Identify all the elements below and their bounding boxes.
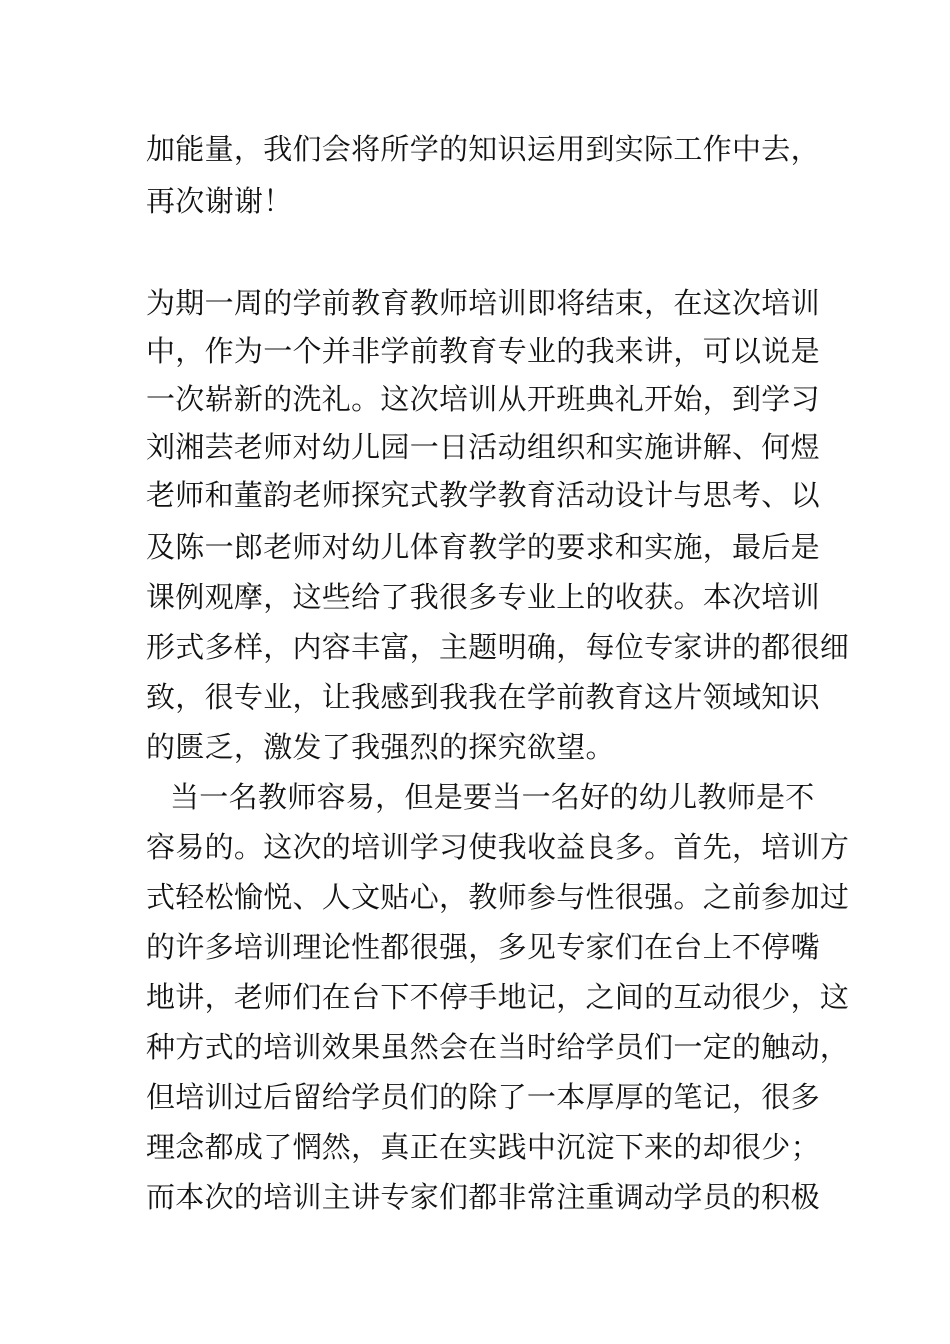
text-line: 而本次的培训主讲专家们都非常注重调动学员的积极 (146, 1180, 820, 1214)
text-line: 式轻松愉悦、人文贴心，教师参与性很强。之前参加过 (146, 880, 850, 914)
text-line: 的匮乏，激发了我强烈的探究欲望。 (146, 730, 615, 764)
text-line: 容易的。这次的培训学习使我收益良多。首先，培训方 (146, 830, 850, 864)
text-line: 地讲，老师们在台下不停手地记，之间的互动很少，这 (146, 980, 850, 1014)
text-line: 加能量，我们会将所学的知识运用到实际工作中去， (146, 132, 820, 166)
text-line: 的许多培训理论性都很强，多见专家们在台上不停嘴 (146, 930, 820, 964)
text-line: 及陈一郎老师对幼儿体育教学的要求和实施，最后是 (146, 530, 820, 564)
text-line: 种方式的培训效果虽然会在当时给学员们一定的触动， (146, 1030, 850, 1064)
text-line: 但培训过后留给学员们的除了一本厚厚的笔记，很多 (146, 1080, 820, 1114)
text-line: 致，很专业，让我感到我我在学前教育这片领域知识 (146, 680, 820, 714)
text-line: 一次崭新的洗礼。这次培训从开班典礼开始，到学习 (146, 382, 820, 416)
text-line: 老师和董韵老师探究式教学教育活动设计与思考、以 (146, 478, 820, 512)
text-line: 再次谢谢！ (146, 184, 293, 218)
text-line: 形式多样，内容丰富，主题明确，每位专家讲的都很细 (146, 630, 850, 664)
text-line: 当一名教师容易，但是要当一名好的幼儿教师是不 (170, 780, 815, 814)
text-line: 中，作为一个并非学前教育专业的我来讲，可以说是 (146, 334, 820, 368)
text-line: 课例观摩，这些给了我很多专业上的收获。本次培训 (146, 580, 820, 614)
text-line: 为期一周的学前教育教师培训即将结束，在这次培训 (146, 286, 820, 320)
text-line: 理念都成了惘然，真正在实践中沉淀下来的却很少； (146, 1130, 820, 1164)
text-line: 刘湘芸老师对幼儿园一日活动组织和实施讲解、何煜 (146, 430, 820, 464)
